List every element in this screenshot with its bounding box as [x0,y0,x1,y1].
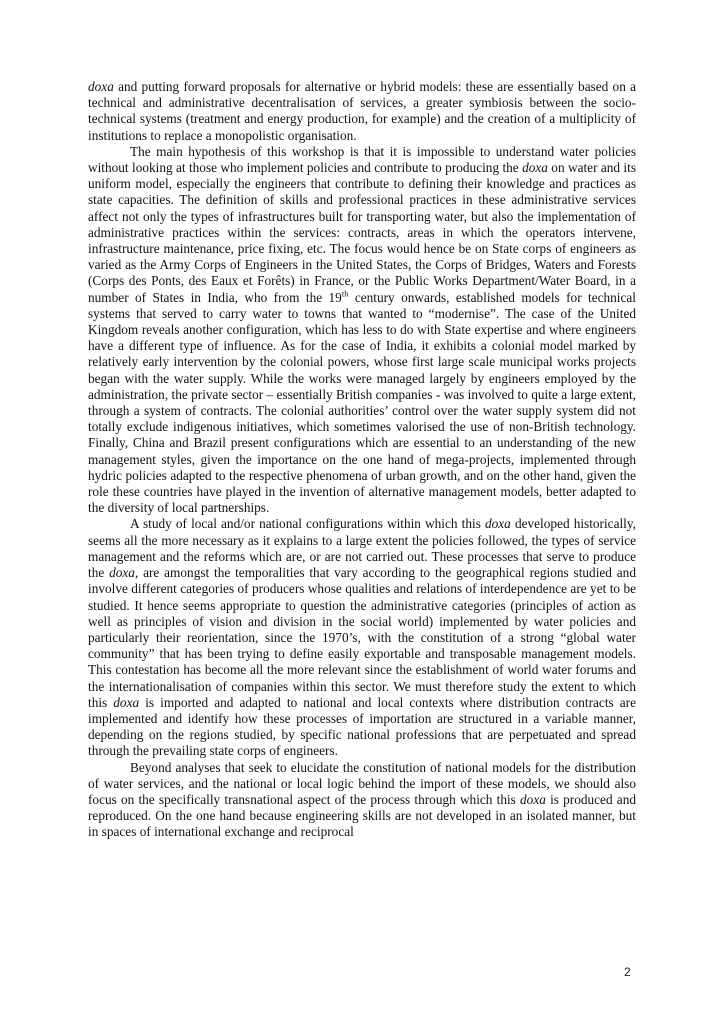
paragraph-3-text-b: developed historically, seems all the more necessary as it explains to a large extent the policies followed, the types of service management and the reforms which are, or are not carried out. These processes that serve to produce the [88,516,636,581]
paragraph-4-text-b: is produced and reproduced. On the one hand because engineering skills are not developed in an isolated manner, but in spaces of international exchange and reciprocal [88,791,636,840]
paragraph-1 [88,79,636,144]
italic-term: doxa [113,694,140,710]
page-number: 2 [624,965,631,979]
paragraph-3-text-a: A study of local and/or national configurations within which this [130,516,485,532]
italic-term: doxa [484,516,511,532]
paragraph-4 [88,760,636,841]
italic-term: doxa [522,160,548,176]
paragraph-4-text-a: Beyond analyses that seek to elucidate the constitution of national models for the distribution of water services, and the national or local logic behind the import of these models, we should also focus on the specifically transnational aspect of the process through which this [88,759,636,807]
paragraph-2-text-a: The main hypothesis of this workshop is that it is impossible to understand water policies without looking at those who implement policies and contribute to producing the [88,143,636,176]
paragraph-1-text: and putting forward proposals for alternative or hybrid models: these are essentially based on a technical and administrative decentralisation of services, a greater symbiosis between the socio-technical systems (treatment and energy production, for example) and the creation of a multiplicity of institutions to replace a monopolistic organisation. [88,79,636,143]
superscript: th [341,288,349,299]
italic-term: doxa [88,79,114,94]
italic-term: doxa [109,565,135,581]
paragraph-2-text-b: on water and its uniform model, especially the engineers that contribute to defining their knowledge and practices as state capacities. The definition of skills and professional practices in these administrative services affect not only the types of infrastructures built for transporting water, but also the implementation of administrative practices within the services: contracts, areas in which the operators intervene, infrastructure maintenance, price fixing, etc. The focus would hence be on State corps of engineers as varied as the Army Corps of Engineers in the United States, the Corps of Bridges, Waters and Forests (Corps des Ponts, des Eaux et Forêts) in France, or the Public Works Department/Water Board, in a number of States in India, who from the 19 [88,160,636,305]
paragraph-3-text-d: is imported and adapted to national and local contexts where distribution contracts are implemented and identify how these processes of importation are structured in a variable manner, depending on the regions studied, by specific national professions that are perpetuated and spread through the prevailing state corps of engineers. [88,694,636,759]
paragraph-3 [88,516,636,759]
paragraph-2 [88,144,636,517]
paragraph-2-text-c: century onwards, established models for technical systems that served to carry water to towns that wanted to “modernise”. The case of the United Kingdom reveals another configuration, which has less to do with State expertise and where engineers have a different type of influence. As for the case of India, it exhibits a colonial model marked by relatively early intervention by the colonial powers, whose first large scale municipal works projects began with the water supply. While the works were managed largely by engineers employed by the administration, the private sector – essentially British companies - was involved to quite a large extent, through a system of contracts. The colonial authorities’ control over the water supply system did not totally exclude indigenous initiatives, which sometimes valorised the use of non-British technology. Finally, China and Brazil present configurations which are essential to an understanding of the new management styles, given the importance on the one hand of mega-projects, implemented through hydric policies adapted to the respective phenomena of urban growth, and on the other hand, given the role these countries have played in the invention of alternative management models, better adapted to the diversity of local partnerships. [88,289,636,516]
paragraph-3-text-c: , are amongst the temporalities that vary according to the geographical regions studied and involve different categories of producers whose qualities and relations of interdependence are yet to be studied. It hence seems appropriate to question the administrative categories (principles of action as well as principles of vision and division in the social world) implemented by water policies and particularly their reorientation, since the 1970’s, with the constitution of a strong “global water community” that has been trying to define easily exportable and transposable management models. This contestation has become all the more relevant since the establishment of world water forums and the internationalisation of companies within this sector. We must therefore study the extent to which this [88,565,636,710]
body-text [88,79,636,841]
italic-term: doxa [520,791,546,807]
